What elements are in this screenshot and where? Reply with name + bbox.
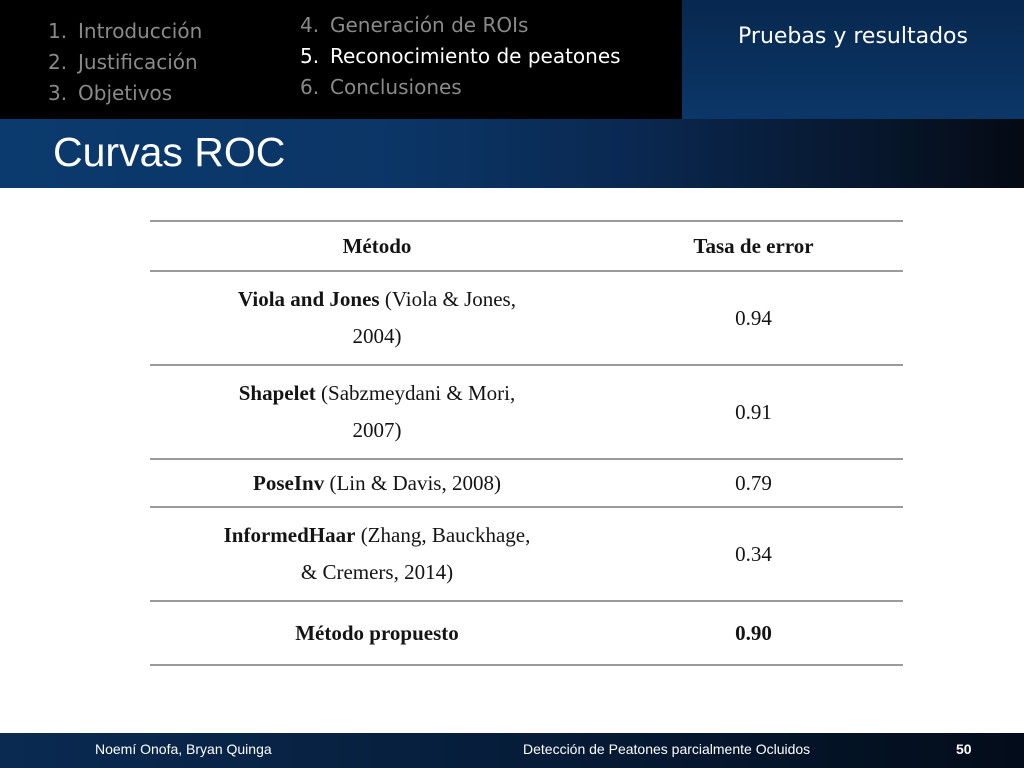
agenda-item-conclusiones[interactable] [300,72,621,103]
method-citation-continued: & Cremers, 2014) [300,560,454,584]
table-row-proposed-method [150,601,903,665]
method-citation: (Sabzmeydani & Mori, [315,381,516,405]
column-header-error-rate: Tasa de error [604,221,903,271]
method-name: Viola and Jones [238,287,380,311]
agenda-item-reconocimiento-peatones[interactable] [300,41,621,72]
footer-presentation-title: Detección de Peatones parcialmente Ocluidos [523,741,811,757]
agenda-item-label: Objetivos [78,81,173,105]
method-cell [150,365,604,459]
method-citation: (Zhang, Bauckhage, [355,523,531,547]
error-rate-cell: 0.90 [604,601,903,665]
agenda-item-generacion-rois[interactable] [300,10,621,41]
results-table [150,220,903,666]
agenda-item-label: Introducción [78,19,203,43]
table-row [150,459,903,507]
agenda-item-justificacion[interactable] [48,47,202,78]
agenda-item-number: 2. [48,50,68,74]
method-citation: (Viola & Jones, [379,287,516,311]
method-citation-continued: 2007) [352,418,402,442]
table-row [150,365,903,459]
error-rate-cell: 0.94 [604,271,903,365]
agenda-item-label: Conclusiones [330,75,462,99]
current-section-box [682,0,1024,119]
method-cell [150,459,604,507]
method-name: Método propuesto [295,620,459,645]
agenda-item-label: Reconocimiento de peatones [330,44,621,68]
column-header-method: Método [150,221,604,271]
error-rate-cell: 0.91 [604,365,903,459]
slide-title: Curvas ROC [53,129,286,175]
top-navigation-bar [0,0,1024,119]
agenda-item-number: 3. [48,81,68,105]
slide-page-number: 50 [956,741,972,757]
slide-footer [0,733,1024,768]
footer-authors: Noemí Onofa, Bryan Quinga [95,741,272,757]
agenda-item-number: 1. [48,19,68,43]
current-section-title: Pruebas y resultados [738,24,968,49]
agenda-item-label: Generación de ROIs [330,13,529,37]
method-name: PoseInv [253,470,325,495]
agenda-list-right [300,10,621,103]
method-cell [150,601,604,665]
agenda-item-number: 5. [300,44,320,68]
table-row [150,271,903,365]
method-name: InformedHaar [223,523,356,547]
table-header-row [150,221,903,271]
method-citation: (Lin & Davis, 2008) [324,470,501,495]
agenda-item-label: Justificación [78,50,198,74]
agenda-list-left [48,16,202,109]
slide-title-bar [0,119,1024,188]
agenda-item-introduccion[interactable] [48,16,202,47]
table-row [150,507,903,601]
error-rate-cell: 0.34 [604,507,903,601]
results-table-container [150,220,903,666]
agenda-item-number: 6. [300,75,320,99]
agenda-item-number: 4. [300,13,320,37]
method-cell [150,271,604,365]
error-rate-cell: 0.79 [604,459,903,507]
method-cell [150,507,604,601]
agenda-item-objetivos[interactable] [48,78,202,109]
method-name: Shapelet [238,381,316,405]
method-citation-continued: 2004) [352,324,402,348]
